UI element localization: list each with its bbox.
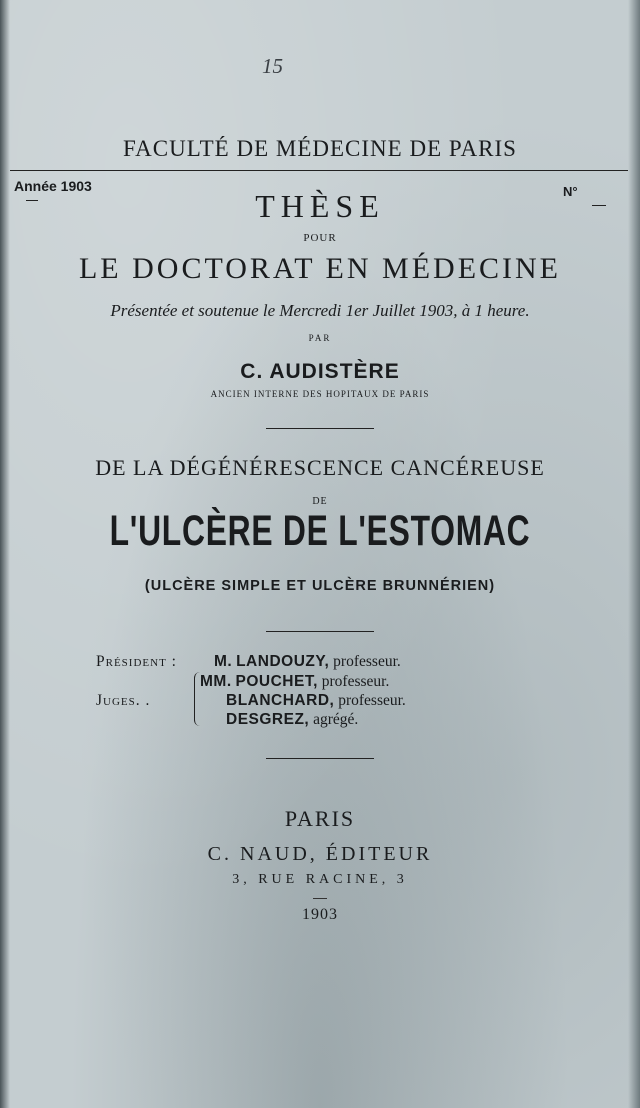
juges-role: Juges. . — [96, 692, 151, 709]
jury-member: BLANCHARD, professeur. — [226, 692, 406, 709]
numero-label: N° — [563, 184, 578, 199]
author-name: C. AUDISTÈRE — [240, 360, 400, 383]
president-role: Président : — [96, 653, 177, 670]
jury-member: M. LANDOUZY, professeur. — [214, 653, 401, 670]
publisher-address: 3, RUE RACINE, 3 — [232, 872, 408, 887]
header-rule — [10, 170, 628, 171]
faculty-header: FACULTÉ DE MÉDECINE DE PARIS — [123, 136, 517, 161]
jury-member: DESGREZ, agrégé. — [226, 711, 359, 728]
page-shadow-right — [628, 0, 640, 1108]
page-shadow-left — [0, 0, 10, 1108]
city: PARIS — [284, 806, 356, 831]
pour-label: POUR — [303, 232, 337, 244]
publication-year: 1903 — [302, 906, 338, 923]
jury-member: MM. POUCHET, professeur. — [200, 673, 390, 690]
year-label: Année 1903 — [14, 178, 92, 194]
presentation-line: Présentée et soutenue le Mercredi 1er Juillet 1903, à 1 heure. — [110, 301, 530, 320]
degree-title: LE DOCTORAT EN MÉDECINE — [78, 252, 562, 285]
handwritten-mark: 15 — [262, 54, 283, 78]
thesis-subtitle: (ULCÈRE SIMPLE ET ULCÈRE BRUNNÉRIEN) — [144, 578, 496, 594]
publisher: C. NAUD, ÉDITEUR — [207, 843, 433, 865]
par-label: PAR — [308, 333, 332, 343]
document-title: THÈSE — [255, 188, 385, 224]
thesis-title-line1: DE LA DÉGÉNÉRESCENCE CANCÉREUSE — [95, 455, 545, 480]
thesis-title-line2: L'ULCÈRE DE L'ESTOMAC — [109, 507, 531, 555]
author-title: ANCIEN INTERNE DES HOPITAUX DE PARIS — [210, 389, 430, 399]
thesis-title-de: DE — [312, 496, 328, 507]
small-dash — [313, 898, 327, 899]
